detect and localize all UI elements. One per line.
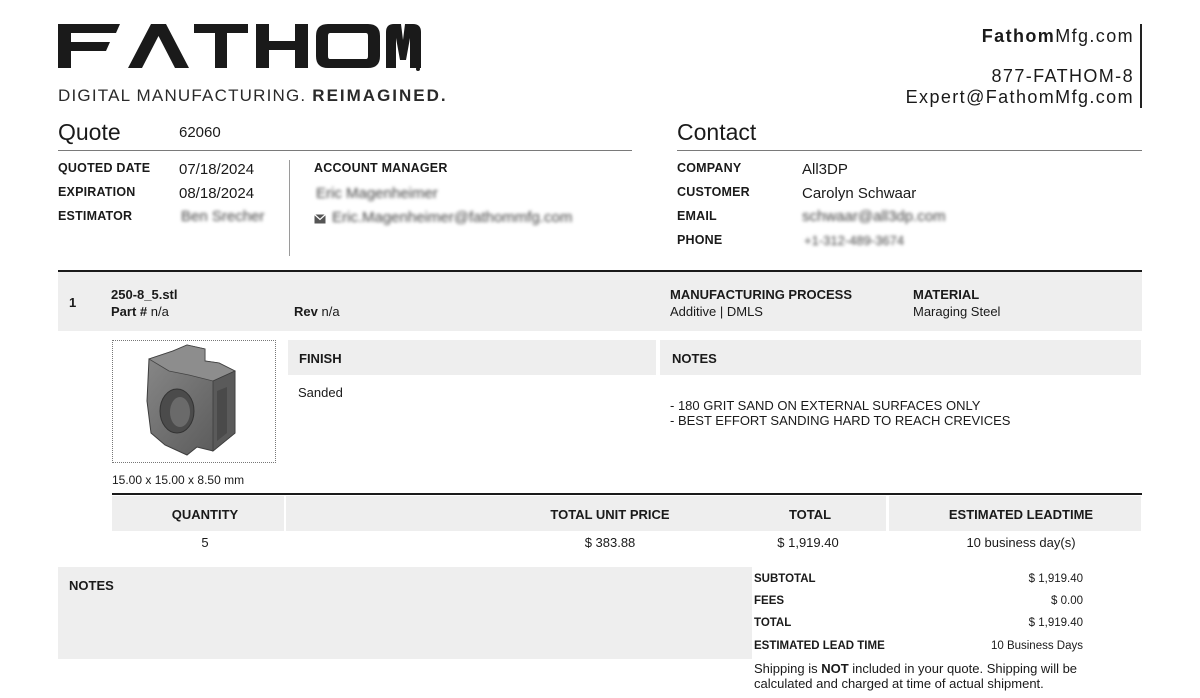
phone-value: +1-312-489-3674 — [804, 233, 905, 248]
phone-label: PHONE — [677, 233, 723, 247]
section-divider-pricing — [112, 493, 1142, 495]
shipping-text-pre: Shipping is — [754, 661, 822, 676]
expiration-label: EXPIRATION — [58, 185, 136, 199]
item-filename[interactable]: 250-8_5.stl — [111, 287, 178, 302]
summary-total-label: TOTAL — [754, 617, 792, 629]
company-value: All3DP — [802, 161, 848, 178]
finish-header — [288, 340, 656, 375]
part-number-value: n/a — [150, 304, 169, 319]
item-header-band — [58, 272, 1142, 331]
header-vertical-divider — [1140, 24, 1142, 108]
shipping-text-post: included in your quote. Shipping will be calculated and charged at time of actual shipment. — [754, 661, 1078, 691]
website-rest: Mfg.com — [1055, 26, 1134, 46]
item-notes-header — [660, 340, 1141, 375]
quote-underline — [58, 150, 632, 151]
summary-total-value: $ 1,919.40 — [1028, 617, 1083, 629]
tagline-bold: REIMAGINED. — [312, 86, 448, 105]
company-label: COMPANY — [677, 161, 742, 175]
item-notes-text — [670, 398, 1010, 428]
quoted-date-value: 07/18/2024 — [179, 161, 255, 178]
account-manager-value: Eric Magenheimer — [316, 185, 438, 202]
quote-notes-label: NOTES — [69, 578, 114, 593]
part-number-label: Part # — [111, 304, 148, 319]
process-value: Additive | DMLS — [670, 304, 763, 319]
part-3d-render — [113, 341, 275, 462]
item-notes-label: NOTES — [672, 351, 717, 366]
leadtime-value: 10 business day(s) — [966, 535, 1076, 550]
leadtime-label: ESTIMATED LEADTIME — [948, 507, 1094, 522]
company-contact-block — [906, 26, 1134, 108]
shipping-disclaimer — [754, 661, 1094, 691]
tagline-light: DIGITAL MANUFACTURING. — [58, 86, 307, 105]
finish-label: FINISH — [299, 351, 342, 366]
unit-price-value: $ 383.88 — [584, 535, 636, 550]
quoted-date-label: QUOTED DATE — [58, 161, 151, 175]
envelope-icon — [314, 211, 326, 221]
tagline — [58, 86, 448, 106]
part-dimensions: 15.00 x 15.00 x 8.50 mm — [112, 473, 245, 487]
contact-underline — [677, 150, 1142, 151]
email-value[interactable]: schwaar@all3dp.com — [802, 208, 946, 225]
fees-value: $ 0.00 — [1051, 595, 1083, 607]
email-label: EMAIL — [677, 209, 717, 223]
shipping-text-bold: NOT — [821, 661, 849, 676]
item-note-line: - BEST EFFORT SANDING HARD TO REACH CREVICES — [670, 413, 1011, 428]
item-note-line: - 180 GRIT SAND ON EXTERNAL SURFACES ONLY — [670, 398, 981, 413]
process-label: MANUFACTURING PROCESS — [670, 287, 853, 302]
subtotal-value: $ 1,919.40 — [1028, 573, 1083, 585]
quote-vertical-divider — [289, 160, 290, 256]
part-thumbnail[interactable] — [112, 340, 276, 463]
subtotal-label: SUBTOTAL — [754, 573, 816, 585]
total-value: $ 1,919.40 — [777, 535, 839, 550]
lead-time-label: ESTIMATED LEAD TIME — [754, 640, 885, 652]
quote-title: Quote — [58, 119, 121, 145]
quote-notes-box — [58, 567, 752, 659]
finish-value: Sanded — [298, 385, 343, 400]
quantity-label: QUANTITY — [171, 507, 239, 522]
total-label: TOTAL — [788, 507, 832, 522]
material-label: MATERIAL — [913, 287, 980, 302]
material-value: Maraging Steel — [913, 304, 1001, 319]
lead-time-value: 10 Business Days — [990, 640, 1083, 652]
fees-label: FEES — [754, 595, 785, 607]
rev-value: n/a — [321, 304, 340, 319]
unit-price-label: TOTAL UNIT PRICE — [550, 507, 670, 522]
website-bold: Fathom — [981, 26, 1056, 46]
customer-label: CUSTOMER — [677, 185, 750, 199]
website-link[interactable] — [906, 26, 1134, 47]
part-number — [111, 304, 169, 319]
company-phone: 877-FATHOM-8 — [991, 66, 1134, 86]
fathom-logo — [58, 24, 423, 72]
rev-label: Rev — [294, 304, 318, 319]
expiration-value: 08/18/2024 — [179, 185, 255, 202]
estimator-label: ESTIMATOR — [58, 209, 133, 223]
contact-title: Contact — [677, 119, 757, 145]
estimator-value: Ben Srecher — [181, 208, 265, 225]
quantity-value: 5 — [201, 535, 209, 550]
account-manager-email[interactable]: Eric.Magenheimer@fathommfg.com — [332, 209, 573, 226]
company-email[interactable]: Expert@FathomMfg.com — [905, 87, 1134, 107]
item-index: 1 — [69, 295, 77, 310]
quote-number: 62060 — [179, 124, 221, 141]
customer-value: Carolyn Schwaar — [802, 185, 917, 202]
account-manager-label: ACCOUNT MANAGER — [314, 161, 448, 175]
revision — [294, 304, 340, 319]
